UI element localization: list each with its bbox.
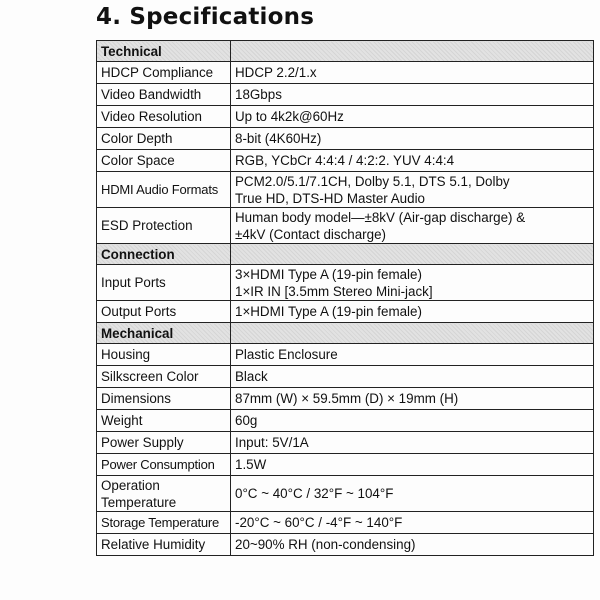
spec-label: Color Depth <box>97 128 231 150</box>
table-row <box>97 150 594 172</box>
table-row <box>97 366 594 388</box>
spec-label: Silkscreen Color <box>97 366 231 388</box>
section-header-blank <box>231 41 594 62</box>
table-row <box>97 128 594 150</box>
spec-value: 8-bit (4K60Hz) <box>231 128 594 150</box>
table-row <box>97 432 594 454</box>
section-header-connection <box>97 244 594 265</box>
spec-label: HDCP Compliance <box>97 62 231 84</box>
spec-value: 1.5W <box>231 454 594 476</box>
spec-value-line: 3×HDMI Type A (19-pin female) <box>235 266 422 282</box>
spec-value-line: Human body model—±8kV (Air-gap discharge) & <box>235 209 526 225</box>
spec-label: Housing <box>97 344 231 366</box>
table-row <box>97 476 594 512</box>
spec-value: 87mm (W) × 59.5mm (D) × 19mm (H) <box>231 388 594 410</box>
spec-value: RGB, YCbCr 4:4:4 / 4:2:2. YUV 4:4:4 <box>231 150 594 172</box>
table-row <box>97 62 594 84</box>
spec-value: 18Gbps <box>231 84 594 106</box>
spec-label: Power Supply <box>97 432 231 454</box>
table-row <box>97 301 594 323</box>
spec-label: Storage Temperature <box>97 512 231 534</box>
table-row <box>97 534 594 556</box>
spec-label: Relative Humidity <box>97 534 231 556</box>
spec-value-line: PCM2.0/5.1/7.1CH, Dolby 5.1, DTS 5.1, Dolby <box>235 173 510 189</box>
section-title: Connection <box>97 244 231 265</box>
spec-label: Output Ports <box>97 301 231 323</box>
spec-label: Dimensions <box>97 388 231 410</box>
section-header-mechanical <box>97 323 594 344</box>
spec-value: Up to 4k2k@60Hz <box>231 106 594 128</box>
spec-value: Input: 5V/1A <box>231 432 594 454</box>
spec-value: 20~90% RH (non-condensing) <box>231 534 594 556</box>
spec-label: Color Space <box>97 150 231 172</box>
spec-label: ESD Protection <box>97 208 231 244</box>
table-row <box>97 388 594 410</box>
spec-value: 60g <box>231 410 594 432</box>
spec-value: -20°C ~ 60°C / -4°F ~ 140°F <box>231 512 594 534</box>
spec-label: Operation Temperature <box>97 476 231 512</box>
spec-value: HDCP 2.2/1.x <box>231 62 594 84</box>
section-header-technical <box>97 41 594 62</box>
spec-value: Black <box>231 366 594 388</box>
spec-value <box>231 172 594 208</box>
table-row <box>97 106 594 128</box>
table-row <box>97 454 594 476</box>
table-row <box>97 265 594 301</box>
spec-label: HDMI Audio Formats <box>97 172 231 208</box>
table-row <box>97 344 594 366</box>
spec-value <box>231 208 594 244</box>
spec-label: Video Bandwidth <box>97 84 231 106</box>
spec-label: Power Consumption <box>97 454 231 476</box>
specifications-table <box>96 40 594 556</box>
spec-value-line: ±4kV (Contact discharge) <box>235 226 386 242</box>
table-row <box>97 410 594 432</box>
spec-value: Plastic Enclosure <box>231 344 594 366</box>
section-header-blank <box>231 323 594 344</box>
spec-value <box>231 265 594 301</box>
spec-value-line: 1×IR IN [3.5mm Stereo Mini-jack] <box>235 283 433 299</box>
table-row <box>97 172 594 208</box>
section-header-blank <box>231 244 594 265</box>
table-row <box>97 84 594 106</box>
spec-label: Input Ports <box>97 265 231 301</box>
spec-value: 1×HDMI Type A (19-pin female) <box>231 301 594 323</box>
table-row <box>97 208 594 244</box>
spec-value-line: True HD, DTS-HD Master Audio <box>235 190 425 206</box>
section-title: Technical <box>97 41 231 62</box>
spec-label: Video Resolution <box>97 106 231 128</box>
section-title: Mechanical <box>97 323 231 344</box>
table-row <box>97 512 594 534</box>
spec-value: 0°C ~ 40°C / 32°F ~ 104°F <box>231 476 594 512</box>
page-title: 4. Specifications <box>96 4 315 30</box>
spec-label: Weight <box>97 410 231 432</box>
